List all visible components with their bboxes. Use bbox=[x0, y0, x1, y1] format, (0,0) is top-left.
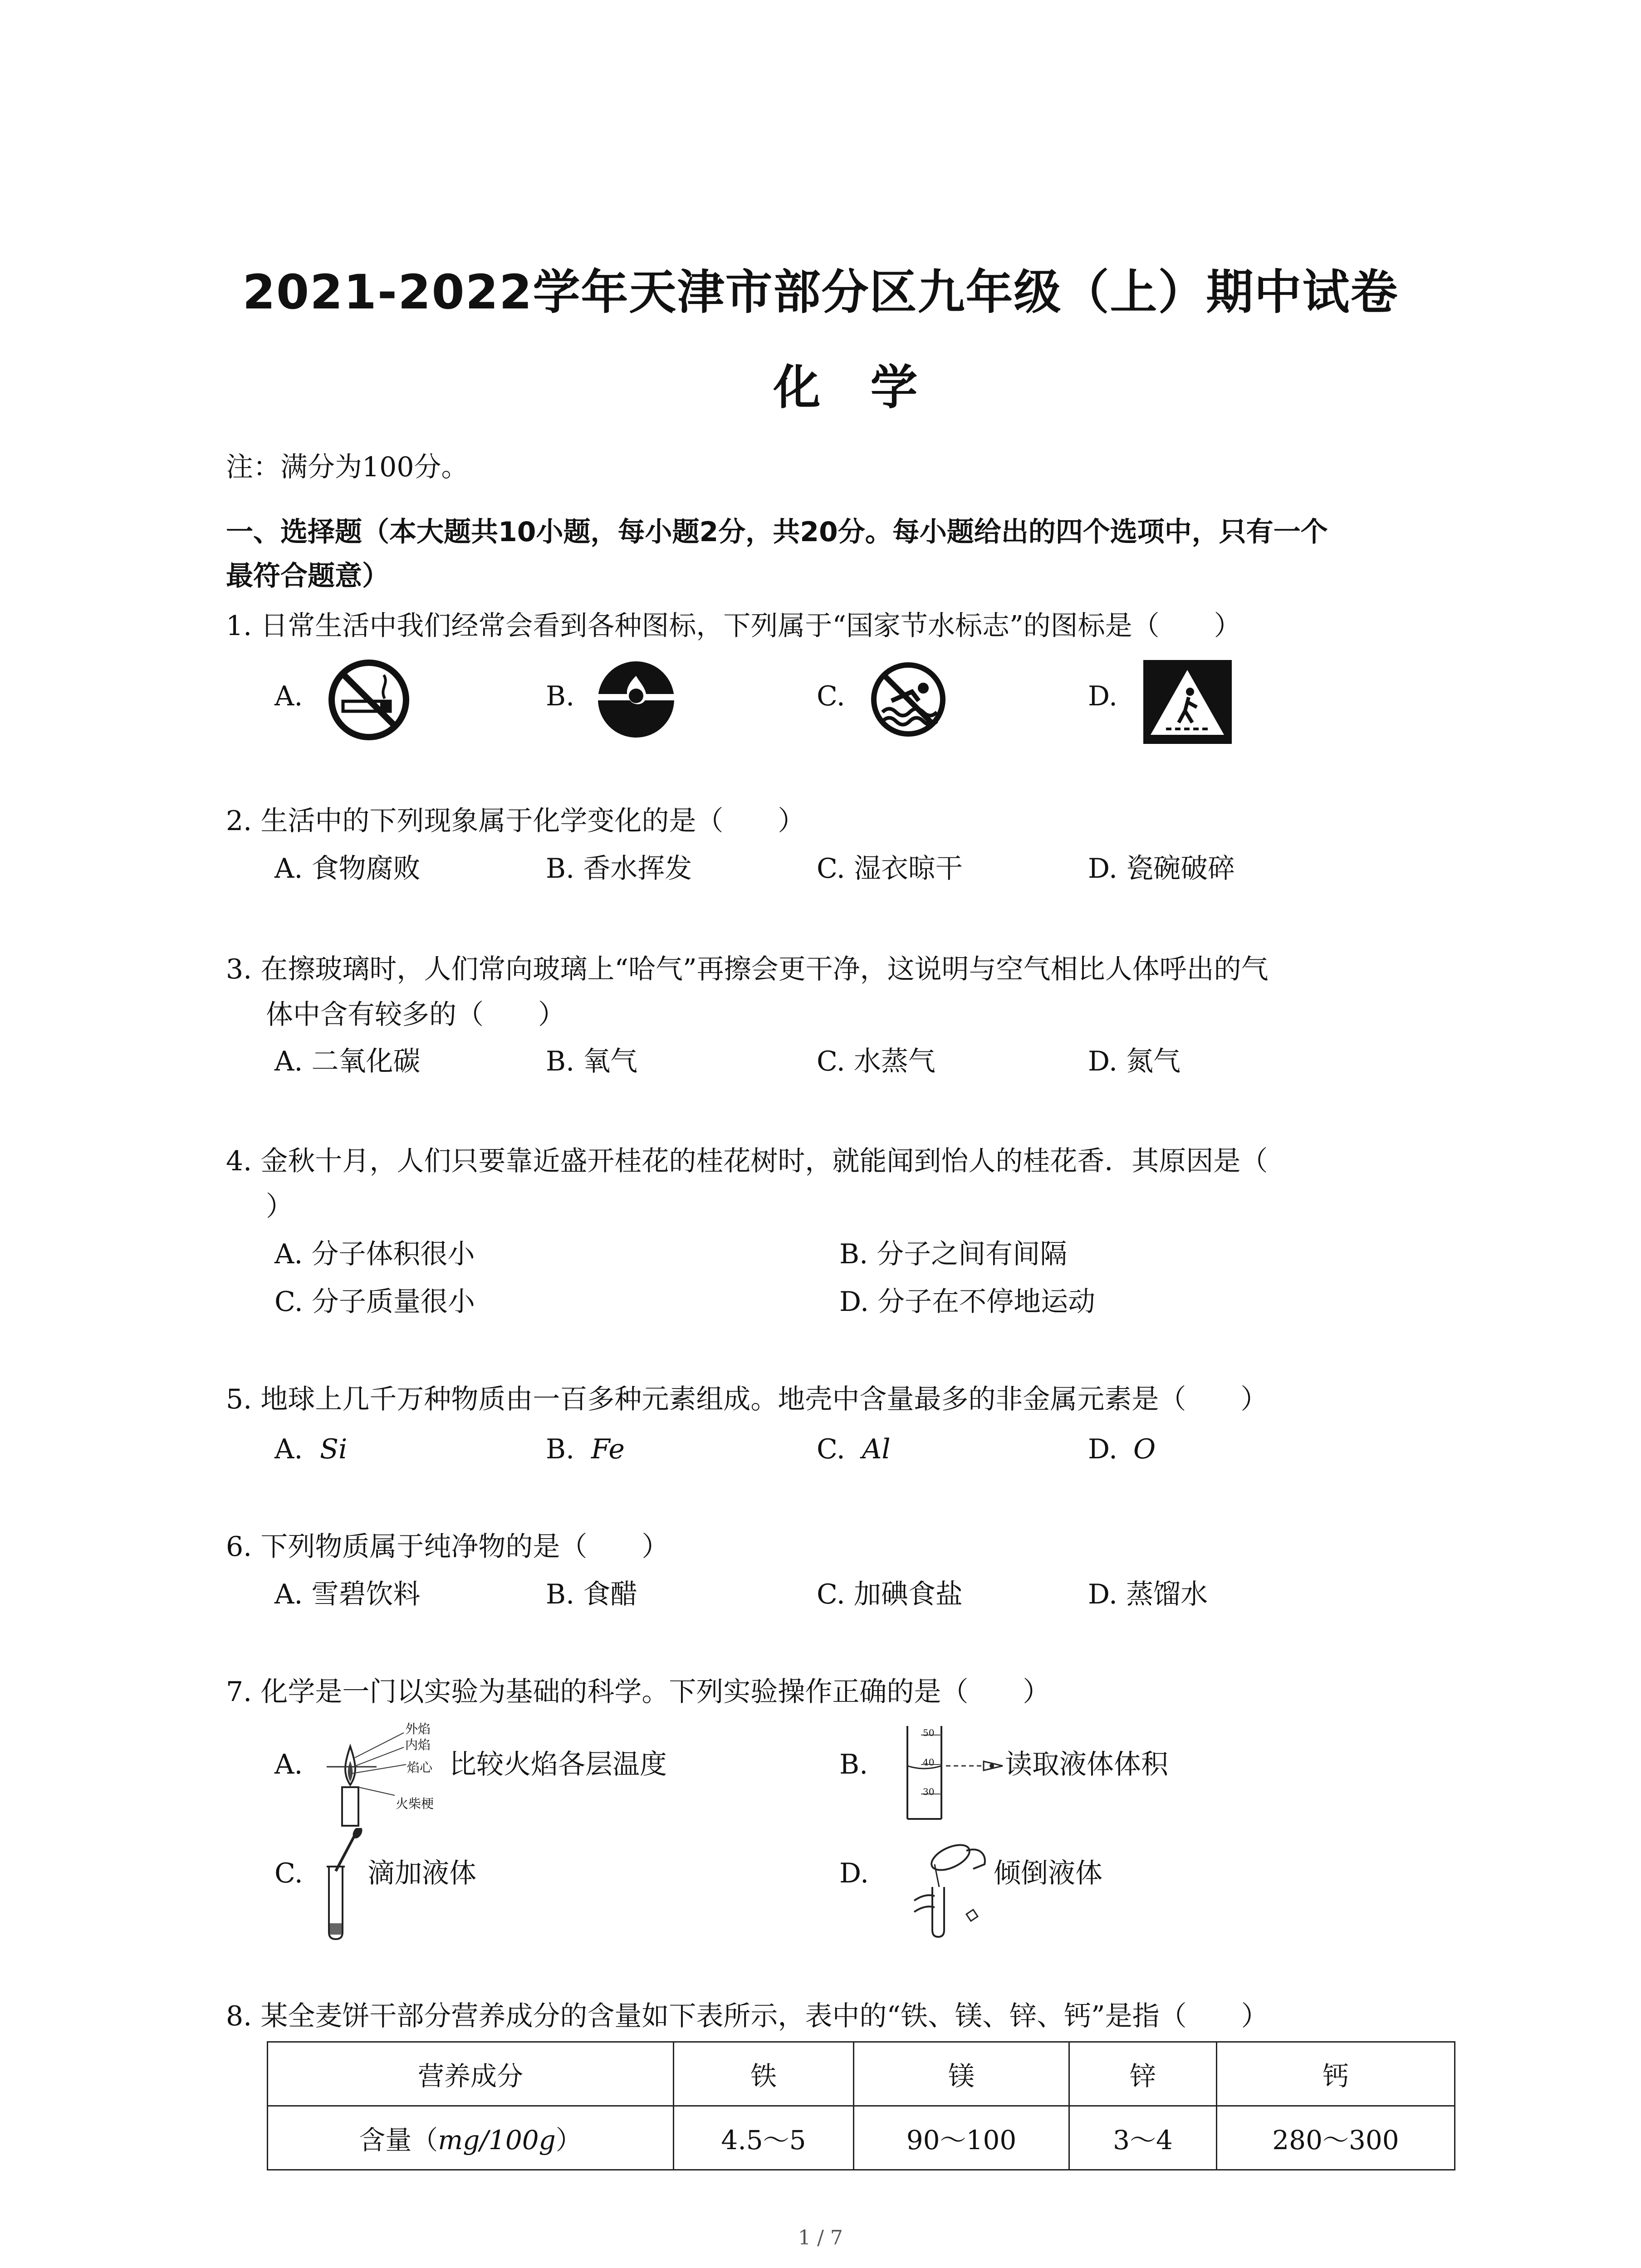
exam-title: 2021-2022学年天津市部分区九年级（上）期中试卷 bbox=[242, 264, 1399, 320]
question-7-stem: 7. 化学是一门以实验为基础的科学。下列实验操作正确的是（ ） bbox=[226, 1676, 1050, 1708]
pedestrian-crossing-icon bbox=[1143, 660, 1232, 744]
water-saving-icon bbox=[594, 658, 678, 742]
q2-option-c: C. 湿衣晾干 bbox=[817, 853, 963, 885]
q3-option-c: C. 水蒸气 bbox=[817, 1046, 936, 1077]
question-2-stem: 2. 生活中的下列现象属于化学变化的是（ ） bbox=[226, 805, 805, 837]
q2-option-d: D. 瓷碗破碎 bbox=[1088, 853, 1235, 885]
question-3-stem-line2: 体中含有较多的（ ） bbox=[266, 999, 565, 1031]
q4-option-d: D. 分子在不停地运动 bbox=[839, 1286, 1096, 1318]
q6-option-c: C. 加碘食盐 bbox=[817, 1579, 963, 1610]
question-6-stem: 6. 下列物质属于纯净物的是（ ） bbox=[226, 1531, 669, 1563]
row-label-start: 含量（ bbox=[359, 2125, 438, 2156]
q7-option-b-text: 读取液体体积 bbox=[1005, 1749, 1168, 1780]
table-header-cell: 钙 bbox=[1217, 2042, 1455, 2106]
subject-title: 化学 bbox=[773, 360, 968, 415]
question-3-stem-line1: 3. 在擦玻璃时，人们常向玻璃上“哈气”再擦会更干净，这说明与空气相比人体呼出的气 bbox=[226, 953, 1269, 985]
table-cell: 280～300 bbox=[1217, 2106, 1455, 2170]
q5-option-b-symbol: Fe bbox=[591, 1433, 625, 1465]
q4-option-b: B. 分子之间有间隔 bbox=[839, 1238, 1068, 1270]
flame-label-core: 焰心 bbox=[407, 1760, 433, 1775]
q7-option-c-label: C. bbox=[274, 1857, 303, 1889]
table-cell: 90～100 bbox=[854, 2106, 1069, 2170]
table-header-cell: 营养成分 bbox=[268, 2042, 674, 2106]
nutrition-table bbox=[267, 2041, 1455, 2170]
dropper-test-tube-figure bbox=[318, 1828, 372, 1941]
pouring-liquid-figure bbox=[889, 1833, 998, 1941]
table-row-label bbox=[268, 2106, 674, 2170]
q1-option-c-label: C. bbox=[817, 680, 845, 712]
q6-option-a: A. 雪碧饮料 bbox=[274, 1579, 421, 1610]
q5-option-a-symbol: Si bbox=[320, 1433, 348, 1465]
q5-option-c-symbol: Al bbox=[862, 1433, 891, 1465]
q1-option-b-label: B. bbox=[546, 680, 575, 712]
question-8-stem: 8. 某全麦饼干部分营养成分的含量如下表所示，表中的“铁、镁、锌、钙”是指（ ） bbox=[226, 2000, 1269, 2032]
flame-label-outer: 外焰 bbox=[405, 1721, 431, 1736]
table-header-cell: 铁 bbox=[674, 2042, 854, 2106]
graduated-cylinder-figure bbox=[898, 1721, 1007, 1826]
cylinder-tick-30: 30 bbox=[923, 1786, 935, 1797]
row-label-unit: mg/100g bbox=[438, 2125, 556, 2156]
question-5-stem: 5. 地球上几千万种物质由一百多种元素组成。地壳中含量最多的非金属元素是（ ） bbox=[226, 1383, 1268, 1415]
q5-option-b-label: B. bbox=[546, 1433, 575, 1465]
q7-option-d-text: 倾倒液体 bbox=[994, 1857, 1102, 1889]
no-smoking-icon bbox=[326, 657, 412, 743]
q5-option-a-label: A. bbox=[274, 1433, 303, 1465]
q5-option-c-label: C. bbox=[817, 1433, 845, 1465]
section-heading-line2: 最符合题意） bbox=[226, 560, 389, 592]
q7-option-a-label: A. bbox=[274, 1749, 303, 1780]
q5-option-d-label: D. bbox=[1088, 1433, 1118, 1465]
q6-option-b: B. 食醋 bbox=[546, 1579, 638, 1610]
q7-option-c-text: 滴加液体 bbox=[367, 1857, 476, 1889]
q1-option-d-label: D. bbox=[1088, 680, 1118, 712]
q2-option-a: A. 食物腐败 bbox=[274, 853, 421, 885]
table-header-row bbox=[268, 2042, 1455, 2106]
section-heading-line1: 一、选择题（本大题共10小题，每小题2分，共20分。每小题给出的四个选项中，只有一个 bbox=[226, 516, 1328, 548]
table-cell: 3～4 bbox=[1069, 2106, 1217, 2170]
row-label-end: ） bbox=[555, 2125, 582, 2156]
question-4-stem-line2: ） bbox=[266, 1191, 293, 1222]
q7-option-b-label: B. bbox=[839, 1749, 868, 1780]
page-number: 1 / 7 bbox=[798, 2226, 843, 2249]
q3-option-d: D. 氮气 bbox=[1088, 1046, 1181, 1077]
score-note: 注：满分为100分。 bbox=[226, 451, 469, 483]
table-cell: 4.5～5 bbox=[674, 2106, 854, 2170]
q4-option-c: C. 分子质量很小 bbox=[274, 1286, 475, 1318]
flame-label-inner: 内焰 bbox=[405, 1737, 431, 1752]
no-swimming-icon bbox=[869, 660, 948, 739]
q7-option-d-label: D. bbox=[839, 1857, 869, 1889]
q5-option-d-symbol: O bbox=[1133, 1433, 1156, 1465]
flame-label-matchstick: 火柴梗 bbox=[396, 1796, 434, 1811]
question-4-stem-line1: 4. 金秋十月，人们只要靠近盛开桂花的桂花树时，就能闻到怡人的桂花香．其原因是（ bbox=[226, 1145, 1268, 1177]
cylinder-tick-50: 50 bbox=[923, 1727, 935, 1738]
q3-option-a: A. 二氧化碳 bbox=[274, 1046, 421, 1077]
q2-option-b: B. 香水挥发 bbox=[546, 853, 692, 885]
table-header-cell: 锌 bbox=[1069, 2042, 1217, 2106]
q1-option-a-label: A. bbox=[274, 680, 303, 712]
table-row bbox=[268, 2106, 1455, 2170]
q6-option-d: D. 蒸馏水 bbox=[1088, 1579, 1208, 1610]
question-1-stem: 1. 日常生活中我们经常会看到各种图标，下列属于“国家节水标志”的图标是（ ） bbox=[226, 610, 1241, 642]
table-header-cell: 镁 bbox=[854, 2042, 1069, 2106]
q7-option-a-text: 比较火焰各层温度 bbox=[449, 1749, 667, 1780]
q3-option-b: B. 氧气 bbox=[546, 1046, 638, 1077]
cylinder-tick-40: 40 bbox=[923, 1757, 935, 1768]
q4-option-a: A. 分子体积很小 bbox=[274, 1238, 475, 1270]
